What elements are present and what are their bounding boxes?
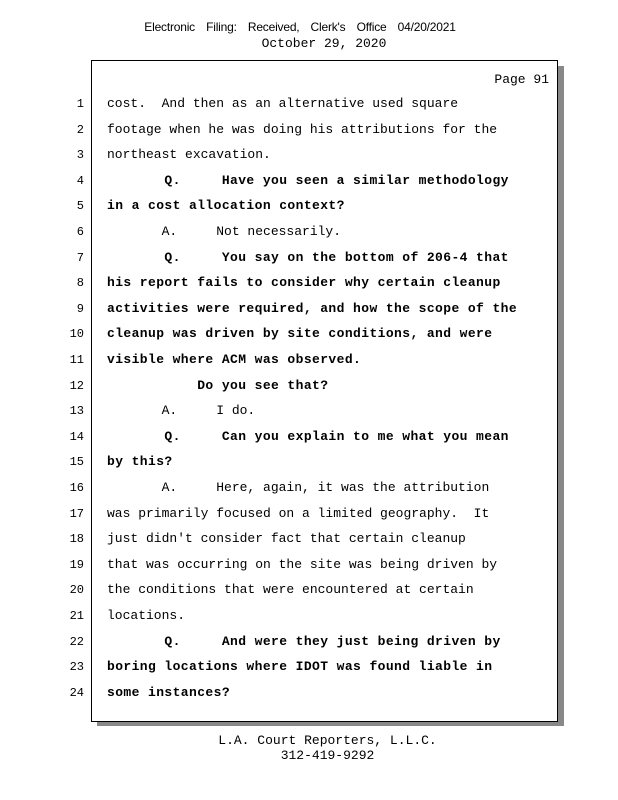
line-number: 1 bbox=[76, 97, 84, 111]
line-number: 22 bbox=[69, 635, 84, 649]
line-number: 5 bbox=[76, 199, 84, 213]
line-text: Q. Can you explain to me what you mean bbox=[107, 429, 509, 444]
filing-stamp: Electronic Filing: Received, Clerk's Office 04/20/2021 bbox=[144, 20, 456, 34]
line-text: A. Here, again, it was the attribution bbox=[107, 480, 490, 495]
page-number: Page 91 bbox=[494, 72, 549, 87]
line-text: was primarily focused on a limited geography. It bbox=[107, 506, 490, 521]
line-number: 9 bbox=[76, 302, 84, 316]
line-number: 3 bbox=[76, 148, 84, 162]
line-text: Do you see that? bbox=[107, 378, 329, 393]
line-number: 16 bbox=[69, 481, 84, 495]
line-text: northeast excavation. bbox=[107, 147, 271, 162]
line-number: 19 bbox=[69, 558, 84, 572]
line-number: 10 bbox=[69, 327, 84, 341]
line-text: cleanup was driven by site conditions, and were bbox=[107, 326, 493, 341]
line-number: 23 bbox=[69, 660, 84, 674]
line-text: his report fails to consider why certain cleanup bbox=[107, 275, 501, 290]
line-text: locations. bbox=[107, 608, 186, 623]
line-number: 24 bbox=[69, 686, 84, 700]
line-text: visible where ACM was observed. bbox=[107, 352, 362, 367]
line-number: 11 bbox=[69, 353, 84, 367]
line-number: 4 bbox=[76, 174, 84, 188]
line-text: Q. Have you seen a similar methodology bbox=[107, 173, 509, 188]
transcript-date: October 29, 2020 bbox=[261, 36, 387, 51]
line-number: 17 bbox=[69, 507, 84, 521]
line-text: Q. And were they just being driven by bbox=[107, 634, 501, 649]
line-number: 20 bbox=[69, 583, 84, 597]
line-number: 21 bbox=[69, 609, 84, 623]
line-number: 2 bbox=[76, 123, 84, 137]
line-text: cost. And then as an alternative used square bbox=[107, 96, 459, 111]
line-text: in a cost allocation context? bbox=[107, 198, 345, 213]
line-number: 8 bbox=[76, 276, 84, 290]
line-number: 6 bbox=[76, 225, 84, 239]
line-number: 7 bbox=[76, 251, 84, 265]
line-text: some instances? bbox=[107, 685, 231, 700]
line-number: 13 bbox=[69, 404, 84, 418]
line-number: 12 bbox=[69, 379, 84, 393]
line-text: A. Not necessarily. bbox=[107, 224, 342, 239]
line-number: 14 bbox=[69, 430, 84, 444]
line-text: the conditions that were encountered at certain bbox=[107, 582, 474, 597]
line-text: footage when he was doing his attributions for the bbox=[107, 122, 498, 137]
line-number: 18 bbox=[69, 532, 84, 546]
line-text: just didn't consider fact that certain cleanup bbox=[107, 531, 466, 546]
line-text: boring locations where IDOT was found liable in bbox=[107, 659, 493, 674]
line-number: 15 bbox=[69, 455, 84, 469]
line-text: that was occurring on the site was being driven by bbox=[107, 557, 498, 572]
line-text: Q. You say on the bottom of 206-4 that bbox=[107, 250, 509, 265]
line-text: activities were required, and how the scope of the bbox=[107, 301, 518, 316]
reporter-phone: 312-419-9292 bbox=[280, 748, 375, 763]
reporter-name: L.A. Court Reporters, L.L.C. bbox=[218, 733, 437, 748]
line-text: by this? bbox=[107, 454, 173, 469]
line-text: A. I do. bbox=[107, 403, 256, 418]
